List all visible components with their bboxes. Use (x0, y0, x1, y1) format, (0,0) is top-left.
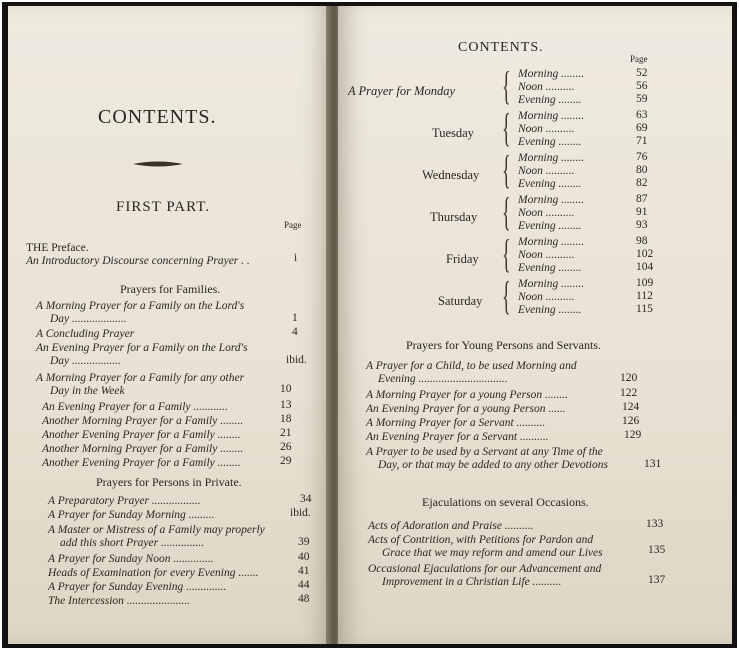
young-entry-page: 131 (644, 458, 662, 470)
weekday-item: Evening ........ (518, 220, 582, 232)
weekday-label: Tuesday (432, 126, 474, 140)
private-entry-page: 39 (298, 536, 310, 548)
family-entry-page: 29 (280, 455, 292, 467)
private-heading: Prayers for Persons in Private. (96, 475, 242, 489)
ejaculation-entry: Acts of Adoration and Praise .......... (368, 520, 534, 532)
family-entry: An Evening Prayer for a Family ............ (42, 401, 228, 413)
first-part-heading: FIRST PART. (116, 199, 211, 215)
weekday-item-page: 91 (636, 206, 648, 218)
weekday-item-page: 71 (636, 135, 648, 147)
brace-icon: { (502, 147, 511, 192)
weekday-item: Noon .......... (518, 291, 575, 303)
young-entry: An Evening Prayer for a young Person ...... (366, 403, 566, 415)
family-entry: A Concluding Prayer (36, 328, 135, 340)
intro-preface: THE Preface. (26, 242, 89, 254)
weekday-label: Wednesday (422, 168, 480, 182)
brace-icon: { (502, 231, 511, 276)
young-entry: An Evening Prayer for a Servant .......... (366, 431, 549, 443)
ejaculation-entry-page: 133 (646, 518, 664, 530)
private-entry-page: 34 (300, 493, 312, 505)
ejaculation-entry-cont: Grace that we may reform and amend our Lives (382, 547, 603, 559)
family-entry-cont: Day ................. (50, 355, 121, 367)
ornament-rule-icon (133, 160, 183, 168)
ejaculation-entry: Acts of Contrition, with Petitions for Pardon and (368, 534, 594, 546)
weekday-item-page: 76 (636, 151, 648, 163)
weekday-item-page: 104 (636, 261, 654, 273)
private-entry: Heads of Examination for every Evening ....... (48, 567, 259, 579)
weekday-item-page: 52 (636, 67, 648, 79)
family-entry: An Evening Prayer for a Family on the Lord's (36, 342, 248, 354)
families-heading: Prayers for Families. (120, 282, 221, 296)
family-entry: Another Morning Prayer for a Family ........ (42, 443, 244, 455)
right-page-label: Page (630, 54, 648, 64)
weekday-item: Evening ........ (518, 94, 582, 106)
right-page (338, 6, 732, 644)
weekday-label: Saturday (438, 294, 483, 308)
young-heading: Prayers for Young Persons and Servants. (406, 338, 601, 352)
young-entry-cont: Day, or that may be added to any other Devotions (378, 459, 608, 471)
weekday-item-page: 115 (636, 303, 653, 315)
ejaculation-entry-cont: Improvement in a Christian Life .......... (382, 576, 562, 588)
weekday-item: Morning ........ (518, 194, 585, 206)
private-entry-page: 41 (298, 565, 310, 577)
family-entry-page: 21 (280, 427, 292, 439)
family-entry: A Morning Prayer for a Family for any other (36, 372, 245, 384)
family-entry-page: 18 (280, 413, 292, 425)
private-entry-cont: add this short Prayer ............... (60, 537, 205, 549)
weekday-item: Morning ........ (518, 278, 585, 290)
open-book (8, 6, 732, 644)
weekday-label: A Prayer for Monday (348, 84, 456, 98)
ejaculation-entry: Occasional Ejaculations for our Advancement and (368, 563, 602, 575)
weekday-item-page: 109 (636, 277, 654, 289)
weekday-item-page: 63 (636, 109, 648, 121)
young-entry-page: 122 (620, 387, 638, 399)
weekday-item: Morning ........ (518, 152, 585, 164)
young-entry: A Morning Prayer for a Servant .......... (366, 417, 546, 429)
weekday-item-page: 82 (636, 177, 648, 189)
weekday-item: Evening ........ (518, 136, 582, 148)
private-entry: A Prayer for Sunday Morning ......... (48, 509, 215, 521)
private-entry-page: 44 (298, 579, 310, 591)
weekday-item: Noon .......... (518, 207, 575, 219)
weekday-item: Noon .......... (518, 81, 575, 93)
family-entry-page: 4 (292, 326, 298, 338)
weekday-item: Morning ........ (518, 236, 585, 248)
weekday-item: Morning ........ (518, 68, 585, 80)
weekday-item-page: 98 (636, 235, 648, 247)
brace-icon: { (502, 189, 511, 234)
left-page-label: Page (284, 220, 302, 230)
weekday-item-page: 93 (636, 219, 648, 231)
intro-discourse-page: i (294, 252, 298, 264)
brace-icon: { (502, 273, 511, 318)
brace-icon: { (502, 105, 511, 150)
weekday-item: Evening ........ (518, 304, 582, 316)
young-entry-page: 126 (622, 415, 640, 427)
weekday-item: Evening ........ (518, 262, 582, 274)
young-entry-page: 124 (622, 401, 640, 413)
ejaculation-entry-page: 135 (648, 544, 666, 556)
private-entry: A Prayer for Sunday Evening .............. (48, 581, 227, 593)
private-entry-page: 40 (298, 551, 310, 563)
young-entry-page: 120 (620, 372, 638, 384)
private-entry: A Prayer for Sunday Noon .............. (48, 553, 214, 565)
weekday-item-page: 69 (636, 122, 648, 134)
family-entry-cont: Day ................... (50, 313, 127, 325)
left-page (8, 6, 330, 644)
weekday-label: Friday (446, 252, 479, 266)
weekday-item-page: 112 (636, 290, 653, 302)
young-entry: A Prayer for a Child, to be used Morning and (366, 360, 577, 372)
young-entry-cont: Evening ............................... (378, 373, 508, 385)
private-entry: The Intercession ...................... (48, 595, 191, 607)
private-entry: A Master or Mistress of a Family may properly (48, 524, 265, 536)
family-entry: Another Evening Prayer for a Family ........ (42, 457, 241, 469)
weekday-item-page: 87 (636, 193, 648, 205)
family-entry-page: ibid. (286, 354, 307, 366)
weekday-item: Noon .......... (518, 249, 575, 261)
right-contents-title: CONTENTS. (458, 40, 544, 55)
family-entry: Another Morning Prayer for a Family ........ (42, 415, 244, 427)
weekday-item: Noon .......... (518, 165, 575, 177)
weekday-item: Noon .......... (518, 123, 575, 135)
young-entry: A Prayer to be used by a Servant at any Time of the (366, 446, 603, 458)
left-contents-title: CONTENTS. (98, 106, 217, 128)
private-entry-page: ibid. (290, 507, 311, 519)
ejaculations-heading: Ejaculations on several Occasions. (422, 495, 589, 509)
family-entry-cont: Day in the Week (50, 385, 125, 397)
intro-discourse: An Introductory Discourse concerning Prayer . . (26, 255, 250, 267)
family-entry-page: 1 (292, 312, 298, 324)
young-entry-page: 129 (624, 429, 642, 441)
weekday-item-page: 102 (636, 248, 654, 260)
family-entry-page: 26 (280, 441, 292, 453)
private-entry-page: 48 (298, 593, 310, 605)
weekday-item: Evening ........ (518, 178, 582, 190)
family-entry-page: 10 (280, 383, 292, 395)
weekday-item-page: 56 (636, 80, 648, 92)
family-entry-page: 13 (280, 399, 292, 411)
family-entry: Another Evening Prayer for a Family ........ (42, 429, 241, 441)
young-entry: A Morning Prayer for a young Person ........ (366, 389, 568, 401)
family-entry: A Morning Prayer for a Family on the Lord's (36, 300, 245, 312)
private-entry: A Preparatory Prayer ................. (48, 495, 201, 507)
weekday-item-page: 80 (636, 164, 648, 176)
weekday-item: Morning ........ (518, 110, 585, 122)
brace-icon: { (502, 63, 511, 108)
ejaculation-entry-page: 137 (648, 574, 666, 586)
weekday-item-page: 59 (636, 93, 648, 105)
weekday-label: Thursday (430, 210, 478, 224)
